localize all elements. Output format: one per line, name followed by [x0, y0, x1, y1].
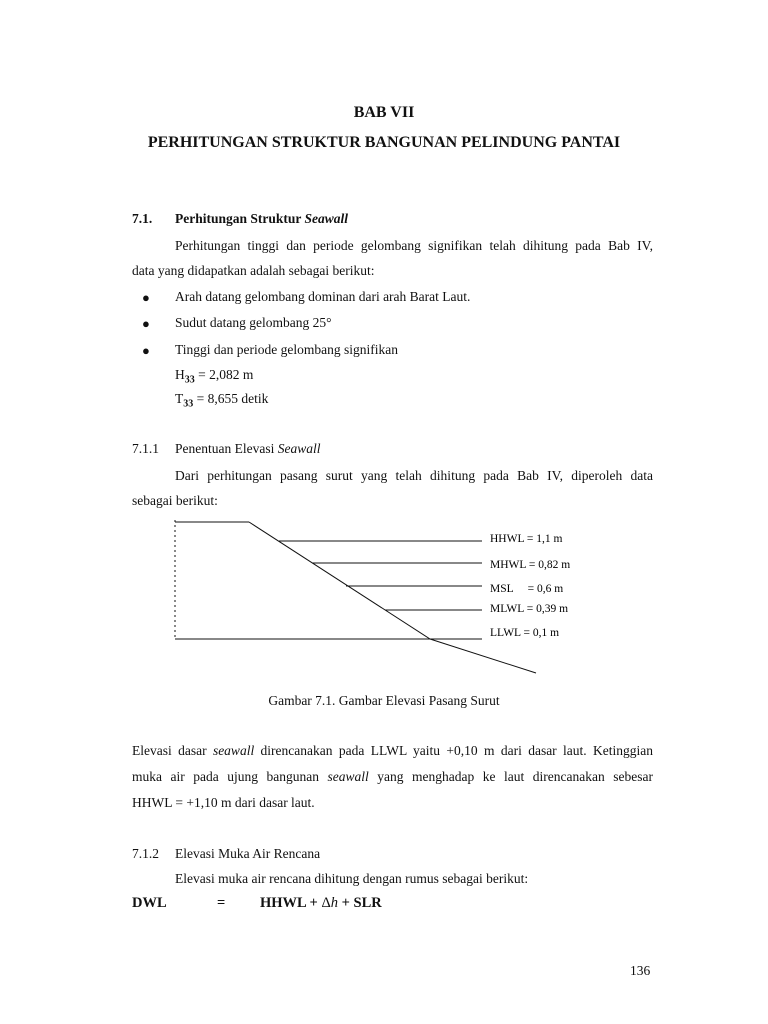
elevasi-l1i: seawall — [212, 743, 255, 758]
mhwl-label: MHWL = 0,82 m — [490, 559, 571, 571]
section-7-1-1-title-italic: Seawall — [277, 441, 321, 456]
chapter-number: BAB VII — [353, 104, 415, 121]
section-7-1-title-italic: Seawall — [304, 211, 349, 226]
section-7-1-1-title — [175, 441, 320, 457]
elevasi-para-line1 — [132, 743, 653, 759]
t33-line — [175, 391, 268, 410]
bullet-icon: ● — [142, 290, 150, 305]
section-7-1-1-para-line1: Dari perhitungan pasang surut yang telah dihitung pada Bab IV, diperoleh data — [175, 468, 653, 483]
t33-subscript: 33 — [183, 398, 194, 410]
elevasi-l2b: yang menghadap ke laut direncanakan sebesar — [368, 769, 653, 784]
h33-value: = 2,082 m — [194, 367, 254, 382]
hhwl-label: HHWL = 1,1 m — [490, 533, 563, 545]
section-7-1-1-para-line2: sebagai berikut: — [132, 493, 218, 508]
formula-lhs: DWL — [132, 895, 167, 911]
chapter-title: PERHITUNGAN STRUKTUR BANGUNAN PELINDUNG PANTAI — [147, 134, 621, 151]
figure-caption: Gambar 7.1. Gambar Elevasi Pasang Surut — [268, 693, 500, 708]
formula-rhs — [260, 895, 382, 912]
formula-rhs-b: + SLR — [338, 895, 382, 911]
formula-delta: Δ — [321, 895, 331, 911]
slope-line — [249, 522, 430, 639]
msl-label: MSL = 0,6 m — [490, 583, 564, 595]
bullet-icon: ● — [142, 316, 150, 331]
section-7-1-1-number: 7.1.1 — [132, 441, 159, 456]
page-number: 136 — [630, 963, 651, 978]
bullet-item-1: Arah datang gelombang dominan dari arah Barat Laut. — [175, 289, 471, 304]
mlwl-label: MLWL = 0,39 m — [490, 603, 569, 615]
section-7-1-2-para: Elevasi muka air rencana dihitung dengan rumus sebagai berikut: — [175, 871, 529, 886]
bullet-item-3: Tinggi dan periode gelombang signifikan — [175, 342, 398, 357]
elevasi-l1a: Elevasi dasar — [132, 743, 213, 758]
elevasi-l2a: muka air pada ujung bangunan — [132, 769, 328, 784]
formula-h: h — [330, 895, 339, 911]
section-7-1-title-text: Perhitungan Struktur — [175, 211, 302, 226]
formula-rhs-a: HHWL + — [260, 895, 322, 911]
section-7-1-para-line1: Perhitungan tinggi dan periode gelombang signifikan telah dihitung pada Bab IV, — [175, 238, 653, 253]
t33-value: = 8,655 detik — [193, 391, 269, 406]
h33-symbol: H — [175, 367, 185, 382]
t33-symbol: T — [175, 391, 184, 406]
bullet-icon: ● — [142, 343, 150, 358]
bullet-item-2: Sudut datang gelombang 25° — [175, 315, 332, 330]
section-7-1-2-title: Elevasi Muka Air Rencana — [175, 846, 321, 861]
section-7-1-number: 7.1. — [132, 211, 153, 226]
section-7-1-para-line2: data yang didapatkan adalah sebagai berikut: — [132, 263, 375, 278]
seabed-line — [430, 639, 536, 673]
h33-subscript: 33 — [184, 374, 195, 386]
section-7-1-title — [175, 211, 348, 227]
h33-line — [175, 367, 253, 386]
elevasi-para-line2 — [132, 769, 653, 785]
elevasi-l1b: direncanakan pada LLWL yaitu +0,10 m dari dasar laut. Ketinggian — [254, 743, 653, 758]
section-7-1-2-number: 7.1.2 — [132, 846, 159, 861]
section-7-1-1-title-text: Penentuan Elevasi — [175, 441, 275, 456]
llwl-label: LLWL = 0,1 m — [490, 627, 560, 639]
elevasi-para-line3: HHWL = +1,10 m dari dasar laut. — [132, 795, 315, 810]
formula-equals: = — [217, 895, 226, 911]
elevasi-l2i: seawall — [327, 769, 369, 784]
tidal-elevation-diagram — [160, 510, 600, 685]
